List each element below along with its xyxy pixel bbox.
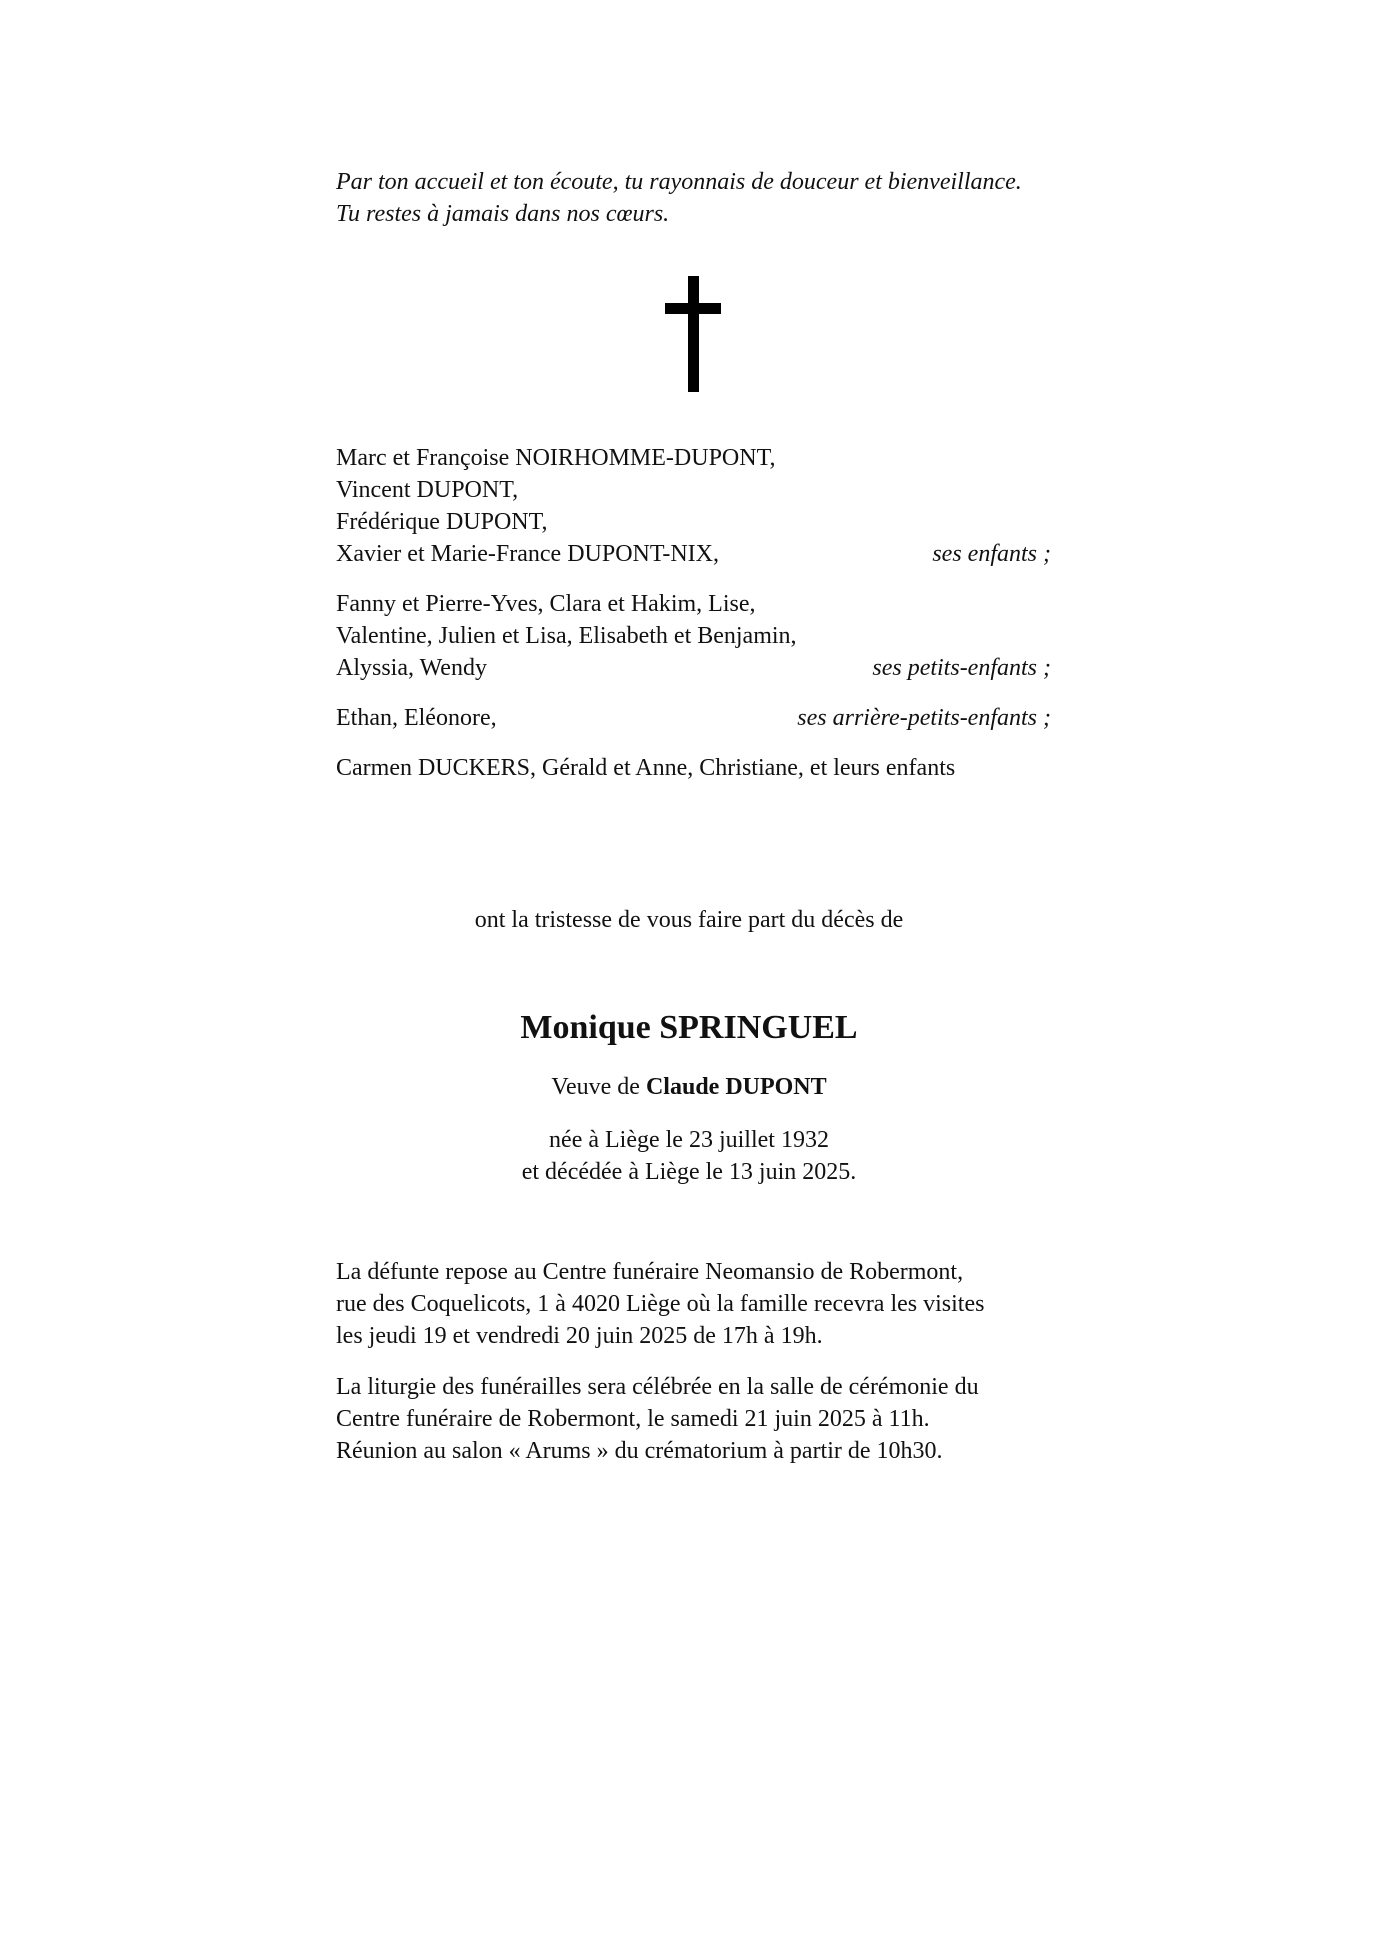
family-line: Xavier et Marie-France DUPONT-NIX, (336, 541, 719, 567)
funeral-line: Centre funéraire de Robermont, le samedi 21 juin 2025 à 11h. (336, 1406, 930, 1432)
family-line: Valentine, Julien et Lisa, Elisabeth et Benjamin, (336, 623, 797, 649)
family-line: Fanny et Pierre-Yves, Clara et Hakim, Lise, (336, 591, 756, 617)
cross-horizontal-bar (665, 303, 721, 314)
family-line: Frédérique DUPONT, (336, 509, 548, 535)
family-group-others (336, 752, 1051, 784)
family-role-label: ses petits-enfants ; (872, 655, 1051, 681)
family-line: Ethan, Eléonore, (336, 705, 497, 731)
family-line: Alyssia, Wendy (336, 655, 487, 681)
deceased-name: Monique SPRINGUEL (520, 1009, 858, 1046)
visitation-line: rue des Coquelicots, 1 à 4020 Liège où la famille recevra les visites (336, 1291, 985, 1317)
family-role-label: ses enfants ; (932, 541, 1051, 567)
family-group-great-grandchildren (336, 702, 1051, 734)
funeral-line: La liturgie des funérailles sera célébrée en la salle de cérémonie du (336, 1374, 979, 1400)
epitaph-line: Tu restes à jamais dans nos cœurs. (336, 201, 670, 227)
epitaph-line: Par ton accueil et ton écoute, tu rayonnais de douceur et bienveillance. (336, 169, 1022, 195)
family-group-children (336, 442, 1051, 570)
funeral-paragraph (336, 1371, 1096, 1467)
epitaph (336, 166, 1022, 230)
announcement-intro: ont la tristesse de vous faire part du décès de (474, 907, 904, 933)
family-line: Carmen DUCKERS, Gérald et Anne, Christiane, et leurs enfants (336, 755, 956, 781)
latin-cross-icon (665, 276, 721, 392)
widow-line (0, 1071, 1378, 1103)
spouse-name: Claude DUPONT (645, 1074, 827, 1100)
family-line: Marc et Françoise NOIRHOMME-DUPONT, (336, 445, 776, 471)
visitation-line: La défunte repose au Centre funéraire Neomansio de Robermont, (336, 1259, 964, 1285)
family-role-label: ses arrière-petits-enfants ; (797, 705, 1051, 731)
cross-vertical-bar (688, 276, 699, 392)
family-group-grandchildren (336, 588, 1051, 684)
widow-prefix: Veuve de (551, 1074, 640, 1100)
birth-death-dates (0, 1124, 1378, 1188)
funeral-line: Réunion au salon « Arums » du crématorium à partir de 10h30. (336, 1438, 943, 1464)
visitation-line: les jeudi 19 et vendredi 20 juin 2025 de 17h à 19h. (336, 1323, 823, 1349)
family-list (336, 442, 1051, 802)
birth-line: née à Liège le 23 juillet 1932 (549, 1127, 829, 1153)
visitation-paragraph (336, 1256, 1096, 1352)
family-line: Vincent DUPONT, (336, 477, 519, 503)
death-line: et décédée à Liège le 13 juin 2025. (521, 1159, 857, 1185)
